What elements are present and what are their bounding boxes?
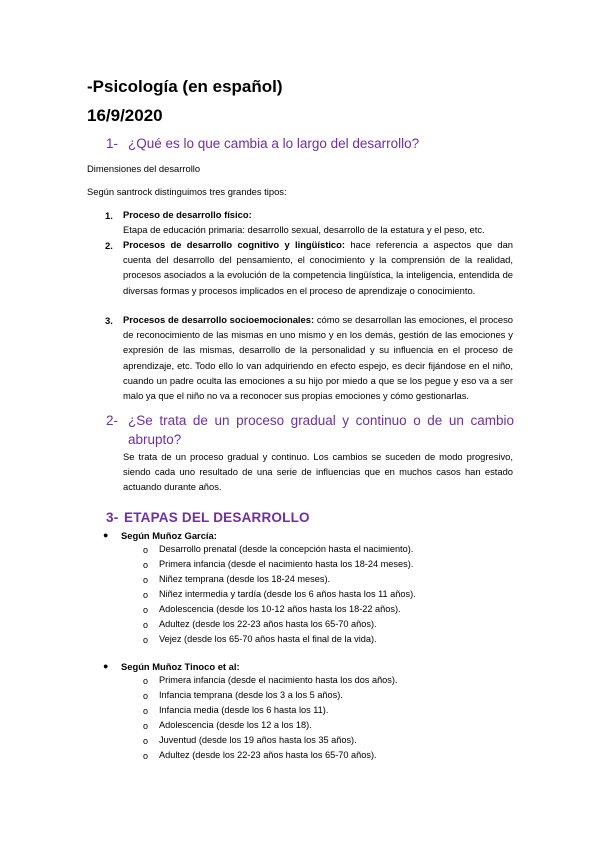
circle-bullet-icon: o xyxy=(143,635,149,645)
list-item: Adolescencia (desde los 10-12 años hasta los 18-22 años). xyxy=(159,604,401,614)
list-item-socioemotional xyxy=(123,312,513,403)
circle-bullet-icon: o xyxy=(143,605,149,615)
list-item-physical xyxy=(123,207,513,237)
section2-number: 2- xyxy=(106,413,119,428)
circle-bullet-icon: o xyxy=(143,620,149,630)
section1-number: 1- xyxy=(106,136,119,151)
section3-title: ETAPAS DEL DESARROLLO xyxy=(124,510,310,525)
list-item: Desarrollo prenatal (desde la concepción hasta el nacimiento). xyxy=(159,544,414,554)
list-item: Infancia temprana (desde los 3 a los 5 años). xyxy=(159,690,343,700)
group-label-munoz-tinoco: Según Muñoz Tinoco et al: xyxy=(121,661,240,672)
list-item: Adolescencia (desde los 12 a los 18). xyxy=(159,720,312,730)
group-label-munoz-garcia: Según Muñoz García: xyxy=(121,530,217,541)
bullet-icon: ● xyxy=(103,530,109,540)
list-item: Adultez (desde los 22-23 años hasta los 65-70 años). xyxy=(159,750,377,760)
circle-bullet-icon: o xyxy=(143,545,149,555)
circle-bullet-icon: o xyxy=(143,676,149,686)
circle-bullet-icon: o xyxy=(143,706,149,716)
circle-bullet-icon: o xyxy=(143,590,149,600)
section1-subtitle: Dimensiones del desarrollo xyxy=(87,163,201,174)
list-item: Primera infancia (desde el nacimiento hasta los 18-24 meses). xyxy=(159,559,414,569)
list-item-text: cómo se desarrollan las emociones, el proceso de reconocimiento de las mismas en uno mismo y en los demás, gestión de las emociones y expresión de las mismas, desarrollo de la personalidad y su influencia en el proceso de aprendizaje, etc. Todo ello lo van adquiriendo en efecto espejo, es decir fijándose en el niño, cuando un padre oculta las emociones a su hijo por miedo a que se los pegue y eso va a ser malo ya que el niño no va a reconocer sus propias emociones y cómo gestionarlas. xyxy=(123,314,513,402)
section1-title: ¿Qué es lo que cambia a lo largo del desarrollo? xyxy=(128,136,420,151)
list-item: Niñez temprana (desde los 18-24 meses). xyxy=(159,574,331,584)
list-item: Infancia media (desde los 6 hasta los 11). xyxy=(159,705,329,715)
list-item: Adultez (desde los 22-23 años hasta los 65-70 años). xyxy=(159,619,377,629)
list-number: 3. xyxy=(105,315,113,326)
section2-title-line2: abrupto? xyxy=(128,432,182,447)
document-date: 16/9/2020 xyxy=(87,106,163,125)
section3-number: 3- xyxy=(106,510,119,525)
section2-title-line1: ¿Se trata de un proceso gradual y continuo o de un cambio xyxy=(128,413,514,428)
list-item: Vejez (desde los 65-70 años hasta el final de la vida). xyxy=(159,634,377,644)
list-item-term: Procesos de desarrollo cognitivo y lingüístico: xyxy=(123,239,345,250)
circle-bullet-icon: o xyxy=(143,560,149,570)
circle-bullet-icon: o xyxy=(143,736,149,746)
circle-bullet-icon: o xyxy=(143,691,149,701)
list-item: Niñez intermedia y tardía (desde los 6 años hasta los 11 años). xyxy=(159,589,416,599)
section2-text: Se trata de un proceso gradual y continuo. Los cambios se suceden de modo progresivo, siendo cada uno resultado de una serie de influencias que en muchos casos han estado actuando durante años. xyxy=(123,451,513,493)
document-title: -Psicología (en español) xyxy=(87,77,283,96)
list-item: Juventud (desde los 19 años hasta los 35 años). xyxy=(159,735,357,745)
section1-intro: Según santrock distinguimos tres grandes tipos: xyxy=(87,186,287,197)
list-item-term: Proceso de desarrollo físico: xyxy=(123,209,252,220)
list-item-text: hace referencia a aspectos que dan cuenta del desarrollo del pensamiento, el conocimiento y la comprensión de la realidad, procesos asociados a la evolución de la competencia lingüística, la inteligencia, entendida de diversas formas y procesos implicados en el proceso de aprendizaje o conocimiento. xyxy=(123,239,513,296)
circle-bullet-icon: o xyxy=(143,751,149,761)
list-item: Primera infancia (desde el nacimiento hasta los dos años). xyxy=(159,675,398,685)
list-number: 1. xyxy=(105,210,113,221)
list-item-text: Etapa de educación primaria: desarrollo sexual, desarrollo de la estatura y el peso, etc. xyxy=(123,224,485,236)
bullet-icon: ● xyxy=(103,661,109,671)
list-item-cognitive xyxy=(123,237,513,298)
list-item-term: Procesos de desarrollo socioemocionales: xyxy=(123,314,315,325)
circle-bullet-icon: o xyxy=(143,575,149,585)
list-number: 2. xyxy=(105,240,113,251)
circle-bullet-icon: o xyxy=(143,721,149,731)
